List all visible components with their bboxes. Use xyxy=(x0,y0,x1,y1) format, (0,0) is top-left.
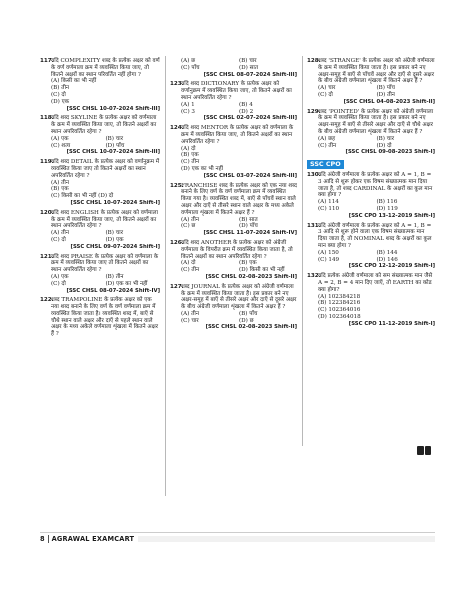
option: (B) पाँच xyxy=(376,85,395,92)
question-text: यदि शब्द ANOTHER के प्रत्येक अक्षर को अंग्रेजी वर्णमाला के विपरीत क्रम में व्यवस्थित किया जाता है, तो कितने अक्षरों का स्थान अपरिवर्तित रहेगा ? xyxy=(181,239,293,260)
option: (A) तीन xyxy=(181,216,199,223)
exam-source: [SSC CHSL 09-07-2024 Shift-I] xyxy=(70,243,160,250)
question-number: 127. xyxy=(170,283,184,290)
option: (C) 102364016 xyxy=(318,307,361,314)
option: (B) सात xyxy=(239,216,258,223)
section-heading: SSC CPO xyxy=(307,160,344,169)
options-list xyxy=(170,58,297,72)
option: (B) एक xyxy=(181,152,199,159)
option: (A) 1 xyxy=(181,101,195,108)
option: (C) दो xyxy=(51,91,66,98)
option: (C) चार xyxy=(181,317,199,324)
exam-source: [SSC CHSL 10-07-2024 Shift-I] xyxy=(70,199,160,206)
question-item xyxy=(40,159,160,207)
options-list xyxy=(40,78,160,105)
question-text: यदि शब्द DETAIL के प्रत्येक अक्षर को वर्णानुक्रम में व्यवस्थित किया जाए तो कितने अक्षरों का स्थान अपरिवर्तित रहेगा ? xyxy=(51,159,160,179)
option: (D) एक का भी नहीं xyxy=(105,280,148,287)
option: (A) एक xyxy=(51,135,69,142)
option: (B) 4 xyxy=(239,101,253,108)
option: (D) छ xyxy=(239,317,254,324)
exam-source: [SSC CHSL 03-07-2024 Shift-III] xyxy=(203,172,297,179)
options-list xyxy=(40,136,160,150)
option: (A) 150 xyxy=(318,249,339,256)
option: (D) किसी का भी नहीं xyxy=(239,267,285,274)
options-list xyxy=(170,311,297,325)
question-item xyxy=(40,58,160,112)
option: (C) तीन xyxy=(318,142,337,149)
options-list xyxy=(170,146,297,173)
question-text: यदि प्रत्येक अंग्रेजी वर्णमाला को सम संख्यात्मक मान जैसे A = 2, B = 4 मान दिए जाएँ, तो EARTH का कोड क्या होगा? xyxy=(318,273,433,293)
exam-source: [SSC CHSL 02-08-2023 Shift-II] xyxy=(205,324,297,331)
option: (B) एक xyxy=(239,260,257,267)
option: (B) तीन xyxy=(51,85,69,92)
options-list xyxy=(170,260,297,274)
question-line xyxy=(40,297,160,338)
option: (B) तीन xyxy=(105,273,124,280)
option: (D) पाँच xyxy=(105,142,125,149)
question-line xyxy=(170,125,297,145)
question-number: 122. xyxy=(40,297,54,304)
option: (A) 114 xyxy=(318,199,339,206)
option: (C) किसी का भी नहीं (D) दो xyxy=(51,193,114,200)
exam-source: [SSC CHSL 08-07-2024 Shift-IV] xyxy=(66,287,160,294)
option: (D) एक xyxy=(51,98,70,105)
option: (D) दो xyxy=(376,142,392,149)
question-item xyxy=(40,254,160,295)
question-item xyxy=(40,115,160,156)
option: (A) किसी का भी नहीं xyxy=(51,78,97,85)
exam-source: [SSC CHSL 10-07-2024 Shift-III] xyxy=(66,105,160,112)
option: (B) एक xyxy=(51,186,69,193)
exam-source: [SSC CHSL 02-08-2023 Shift-II] xyxy=(205,273,297,280)
page-number: 8 xyxy=(40,534,45,543)
option: (C) 149 xyxy=(318,256,340,263)
option: (C) दो xyxy=(318,91,333,98)
option: (A) तीन xyxy=(51,230,69,237)
question-item xyxy=(307,58,435,106)
next-page-icon xyxy=(417,446,431,454)
option: (C) 110 xyxy=(318,205,340,212)
question-line xyxy=(307,223,435,250)
question-line xyxy=(170,240,297,260)
question-text: यदि शब्द MENTOR के प्रत्येक अक्षर को वर्णमाला के क्रम में व्यवस्थित किया जाए, तो कितने अक्षरों का स्थान अपरिवर्तित रहेगा ? xyxy=(181,125,294,145)
question-line xyxy=(307,58,435,85)
exam-source: [SSC CHSL 09-08-2023 Shift-I] xyxy=(345,149,435,156)
question-line xyxy=(170,81,297,101)
column-right xyxy=(307,58,435,330)
option: (A) 102384218 xyxy=(318,293,361,300)
question-number: 131. xyxy=(307,222,321,229)
option: (C) तीन xyxy=(181,159,200,166)
option: (D) 119 xyxy=(376,205,398,212)
option: (C) दो xyxy=(51,280,66,287)
footer-band xyxy=(138,536,435,542)
options-list xyxy=(307,294,435,321)
question-item xyxy=(307,109,435,157)
question-item xyxy=(307,223,435,271)
exam-source: [SSC CHSL 08-07-2024 Shift-III] xyxy=(203,71,297,78)
column-divider xyxy=(165,56,166,496)
option: (D) तीन xyxy=(376,91,395,98)
question-item xyxy=(170,240,297,281)
question-item xyxy=(170,125,297,179)
question-text: FRANCHISE शब्द के प्रत्येक अक्षर को एक नया शब्द बनाने के लिए वर्ण के वर्ण वर्णमाला क्रम में व्यवस्थित किया गया है। व्यवस्थित शब्द में, बाएँ से पाँचवें स्थान वाले अक्षर और दाएँ से तीसरे स्थान वाले अक्षर के मध्य अकेले वर्णमाला शृंखला में कितने अक्षर हैं ? xyxy=(181,182,297,216)
question-text: यदि शब्द PRAISE के प्रत्येक अक्षर को वर्णमाला के क्रम में व्यवस्थित किया जाए तो कितने अक्षरों का स्थान अपरिवर्तित रहेगा ? xyxy=(51,253,159,274)
options-list xyxy=(40,230,160,244)
question-number: 128. xyxy=(307,58,321,64)
option: (D) पाँच xyxy=(239,223,258,230)
question-item xyxy=(307,172,435,220)
option: (A) दो xyxy=(181,260,196,267)
options-list xyxy=(307,85,435,99)
option: (B) 122384216 xyxy=(318,300,361,307)
option: (A) छ xyxy=(181,58,196,64)
question-text: शब्द TRAMPOLINE के प्रत्येक अक्षर को एक नया शब्द बनाने के लिए वर्ण के वर्ण वर्णमाला क्रम में व्यवस्थित किया जाता है। व्यवस्थित शब्द में, बाएँ से चौथे स्थान वाले अक्षर और दाएँ से पहले स्थान वाले अक्षर के मध्य अकेले वर्णमाला शृंखला में कितने अक्षर हैं ? xyxy=(51,297,159,338)
question-line xyxy=(40,58,160,78)
options-list xyxy=(307,136,435,150)
option: (C) 3 xyxy=(181,108,195,115)
exam-source: [SSC CHSL 10-07-2024 Shift-III] xyxy=(66,149,160,156)
question-number: 119. xyxy=(40,159,54,166)
question-text: यदि शब्द ENGLISH के प्रत्येक अक्षर को वर्णमाला के क्रम में व्यवस्थित किया जाए, तो कितने अक्षरों का स्थान अपरिवर्तित रहेगा ? xyxy=(51,209,158,230)
exam-source: [SSC CPO 12-12-2019 Shift-I] xyxy=(348,263,435,270)
question-number: 120. xyxy=(40,209,54,216)
question-line xyxy=(170,284,297,311)
question-number: 129. xyxy=(307,108,321,115)
question-text: शब्द JOURNAL के प्रत्येक अक्षर को अंग्रेजी वर्णमाला के क्रम में व्यवस्थित किया जाता है। इस प्रकार बने नए अक्षर-समूह में बाएँ से तीसरे अक्षर और दाएँ से दूसरे अक्षर के बीच अंग्रेजी वर्णमाला शृंखला में कितने अक्षर हैं ? xyxy=(181,283,297,311)
option: (C) छ xyxy=(181,223,196,230)
option: (B) चार xyxy=(105,135,124,142)
options-list xyxy=(307,250,435,264)
option: (A) चार xyxy=(318,85,336,92)
option: (B) 144 xyxy=(376,249,398,256)
option: (D) 102364018 xyxy=(318,313,361,320)
question-line xyxy=(40,115,160,135)
question-item xyxy=(170,58,297,78)
question-number: 124. xyxy=(170,125,184,132)
option: (B) चार xyxy=(239,58,257,64)
column-middle xyxy=(170,58,297,334)
question-number: 126. xyxy=(170,239,184,246)
option: (A) एक xyxy=(51,273,69,280)
option: (B) 116 xyxy=(376,199,398,206)
question-text: शब्द 'POINTED' के प्रत्येक अक्षर को अंग्रेजी वर्णमाला के क्रम में व्यवस्थित किया जाता है। इस प्रकार बने नए अक्षर-समूह में बाएँ से तीसरे अक्षर और दाएँ से चौथे अक्षर के बीच अंग्रेजी वर्णमाला शृंखला में कितने अक्षर हैं ? xyxy=(318,108,434,135)
question-line xyxy=(40,254,160,274)
column-left xyxy=(40,58,160,341)
option: (B) पाँच xyxy=(239,310,258,317)
question-text: यदि COMPLEXITY शब्द के प्रत्येक अक्षर को वर्ण के वर्ण वर्णमाला क्रम में व्यवस्थित किया जाए, तो कितने अक्षरों का स्थान परिवर्तित नहीं होगा ? xyxy=(51,58,160,78)
option: (A) तीन xyxy=(181,310,199,317)
options-list xyxy=(307,199,435,213)
question-number: 117. xyxy=(40,58,54,64)
option: (C) पाँच xyxy=(181,64,200,71)
option: (D) सात xyxy=(239,64,259,71)
option: (B) चार xyxy=(376,135,395,142)
option: (C) दो xyxy=(51,236,66,243)
question-number: 132. xyxy=(307,273,321,280)
footer-divider xyxy=(48,535,49,543)
question-number: 125. xyxy=(170,182,184,189)
option: (D) 2 xyxy=(239,108,254,115)
options-list xyxy=(40,274,160,288)
brand-name: AGRAWAL EXAMCART xyxy=(51,534,135,543)
exam-source: [SSC CPO 13-12-2019 Shift-I] xyxy=(348,212,435,219)
option: (A) दो xyxy=(181,145,196,152)
option: (B) चार xyxy=(105,230,124,237)
question-line xyxy=(40,159,160,179)
page-footer xyxy=(40,532,435,544)
options-list xyxy=(40,180,160,200)
exam-source: [SSC CPO 11-12-2019 Shift-I] xyxy=(348,320,435,327)
question-item xyxy=(170,81,297,122)
option: (A) छह xyxy=(318,135,336,142)
question-item xyxy=(307,273,435,327)
exam-source: [SSC CHSL 02-07-2024 Shift-III] xyxy=(203,115,297,122)
options-list xyxy=(170,102,297,116)
exam-source: [SSC CHSL 04-08-2023 Shift-II] xyxy=(343,98,435,105)
question-number: 118. xyxy=(40,115,54,122)
question-text: यदि अंग्रेजी वर्णमाला के प्रत्येक अक्षर को A = 1, B = 3 आदि से शुरू होने वाला एक विषम संख्यात्मक मान दिया जाता है, तो NOMINAL शब्द के अक्षरों का कुल मान क्या होगा ? xyxy=(318,222,432,249)
question-item xyxy=(40,297,160,338)
question-line xyxy=(170,183,297,217)
option: (C) शत्य xyxy=(51,142,71,149)
option: (A) तीन xyxy=(51,179,69,186)
question-text: यदि अंग्रेजी वर्णमाला के प्रत्येक अक्षर को A = 1, B = 3 आदि से शुरू होकर एक विषम संख्यात्मक मान दिया जाता है, तो शब्द CARDINAL के अक्षरों का कुल मान क्या होगा ? xyxy=(318,171,433,199)
option: (D) एक का भी नहीं xyxy=(181,165,224,172)
question-line xyxy=(307,273,435,293)
question-item xyxy=(40,210,160,251)
option: (D) एक xyxy=(105,236,124,243)
question-line xyxy=(307,109,435,136)
question-item xyxy=(170,183,297,237)
question-number: 130. xyxy=(307,171,321,178)
question-line xyxy=(307,172,435,199)
options-list xyxy=(170,217,297,231)
option: (C) तीन xyxy=(181,267,200,274)
column-divider xyxy=(302,56,303,446)
exam-source: [SSC CHSL 11-07-2024 Shift-IV] xyxy=(203,230,297,237)
question-item xyxy=(170,284,297,332)
question-text: शब्द 'STRANGE' के प्रत्येक अक्षर को अंग्रेजी वर्णमाला के क्रम में व्यवस्थित किया जाता है। इस प्रकार बने नए अक्षर-समूह में बाएँ से पाँचवें अक्षर और दाएँ से दूसरे अक्षर के बीच अंग्रेजी वर्णमाला शृंखला में कितने अक्षर हैं ? xyxy=(318,58,435,85)
question-text: यदि शब्द SKYLINE के प्रत्येक अक्षर को वर्णमाला के क्रम में व्यवस्थित किया जाए, तो कितने अक्षरों का स्थान अपरिवर्तित रहेगा ? xyxy=(51,115,157,135)
question-number: 121. xyxy=(40,253,54,260)
option: (D) 146 xyxy=(376,256,398,263)
question-line xyxy=(40,210,160,230)
question-number: 123. xyxy=(170,81,184,88)
question-text: यदि शब्द DICTIONARY के प्रत्येक अक्षर को वर्णानुक्रम में व्यवस्थित किया जाए, तो कितने अक्षरों का स्थान अपरिवर्तित रहेगा ? xyxy=(181,81,292,101)
